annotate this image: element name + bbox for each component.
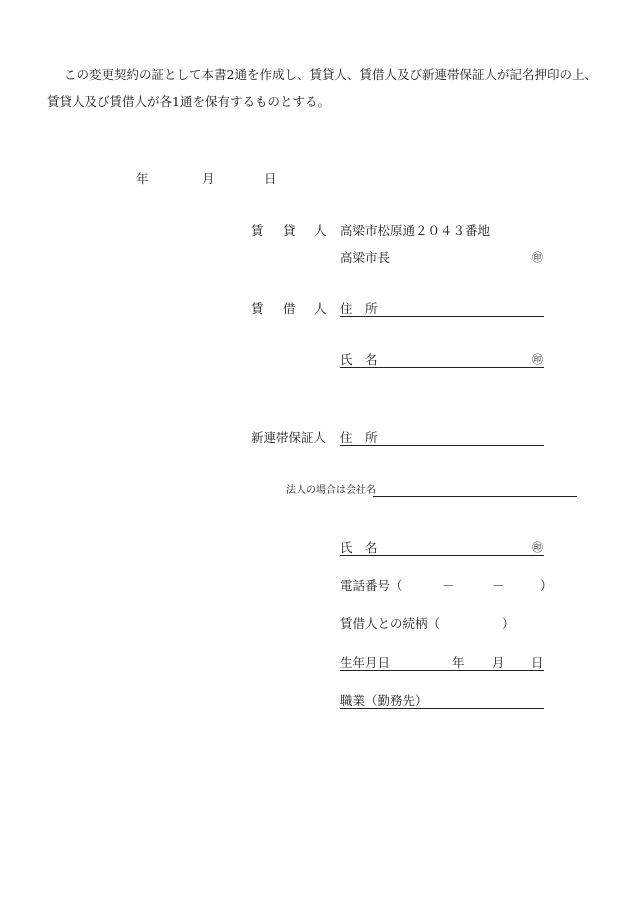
guarantor-birth-month: 月 (492, 655, 505, 670)
lessor-role-char-2: 貸 (283, 223, 296, 238)
lessee-role-char-1: 賃 (251, 301, 264, 316)
guarantor-birth-line[interactable] (340, 670, 544, 671)
lessor-role-char-3: 人 (314, 223, 327, 238)
guarantor-birth-day: 日 (531, 655, 544, 670)
guarantor-seal-mark: ㊞ (532, 541, 543, 554)
date-year-label: 年 (136, 171, 149, 186)
lessee-address-line[interactable] (340, 316, 544, 317)
guarantor-name-label: 氏 名 (340, 540, 378, 555)
lessee-address-label: 住 所 (340, 301, 378, 316)
lessee-name-label: 氏 名 (340, 352, 378, 367)
lessor-role-char-1: 賃 (251, 223, 264, 238)
guarantor-relation-close: ） (502, 616, 515, 631)
guarantor-phone-label: 電話番号（ (340, 578, 403, 593)
guarantor-birth-label: 生年月日 (340, 655, 391, 670)
lessee-seal-mark: ㊞ (532, 353, 543, 366)
guarantor-phone-dash-1: － (442, 578, 455, 593)
intro-line-2: 賃貸人及び賃借人が各1通を保有するものとする。 (47, 94, 330, 109)
lessee-name-line[interactable] (340, 367, 544, 368)
guarantor-birth-year: 年 (452, 655, 465, 670)
intro-line-1: この変更契約の証として本書2通を作成し、賃貸人、賃借人及び新連帯保証人が記名押印の上、 (64, 67, 597, 82)
lessor-name: 高梁市長 (340, 250, 391, 265)
lessee-role-char-2: 借 (283, 301, 296, 316)
date-day-label: 日 (264, 171, 277, 186)
guarantor-phone-close: ） (540, 578, 553, 593)
lessor-address: 高梁市松原通２０４３番地 (340, 223, 491, 238)
guarantor-relation-label: 賃借人との続柄（ (340, 616, 441, 631)
guarantor-name-line[interactable] (340, 555, 544, 556)
guarantor-address-label: 住 所 (340, 430, 378, 445)
guarantor-occupation-line[interactable] (340, 708, 544, 709)
guarantor-occupation-label: 職業（勤務先） (340, 693, 428, 708)
guarantor-role: 新連帯保証人 (251, 430, 327, 445)
guarantor-corp-label: 法人の場合は会社名 (286, 485, 376, 496)
lessor-seal-mark: ㊞ (532, 251, 543, 264)
date-month-label: 月 (202, 171, 215, 186)
guarantor-address-line[interactable] (340, 445, 544, 446)
guarantor-corp-line[interactable] (373, 496, 577, 497)
guarantor-phone-dash-2: － (492, 578, 505, 593)
lessee-role-char-3: 人 (314, 301, 327, 316)
